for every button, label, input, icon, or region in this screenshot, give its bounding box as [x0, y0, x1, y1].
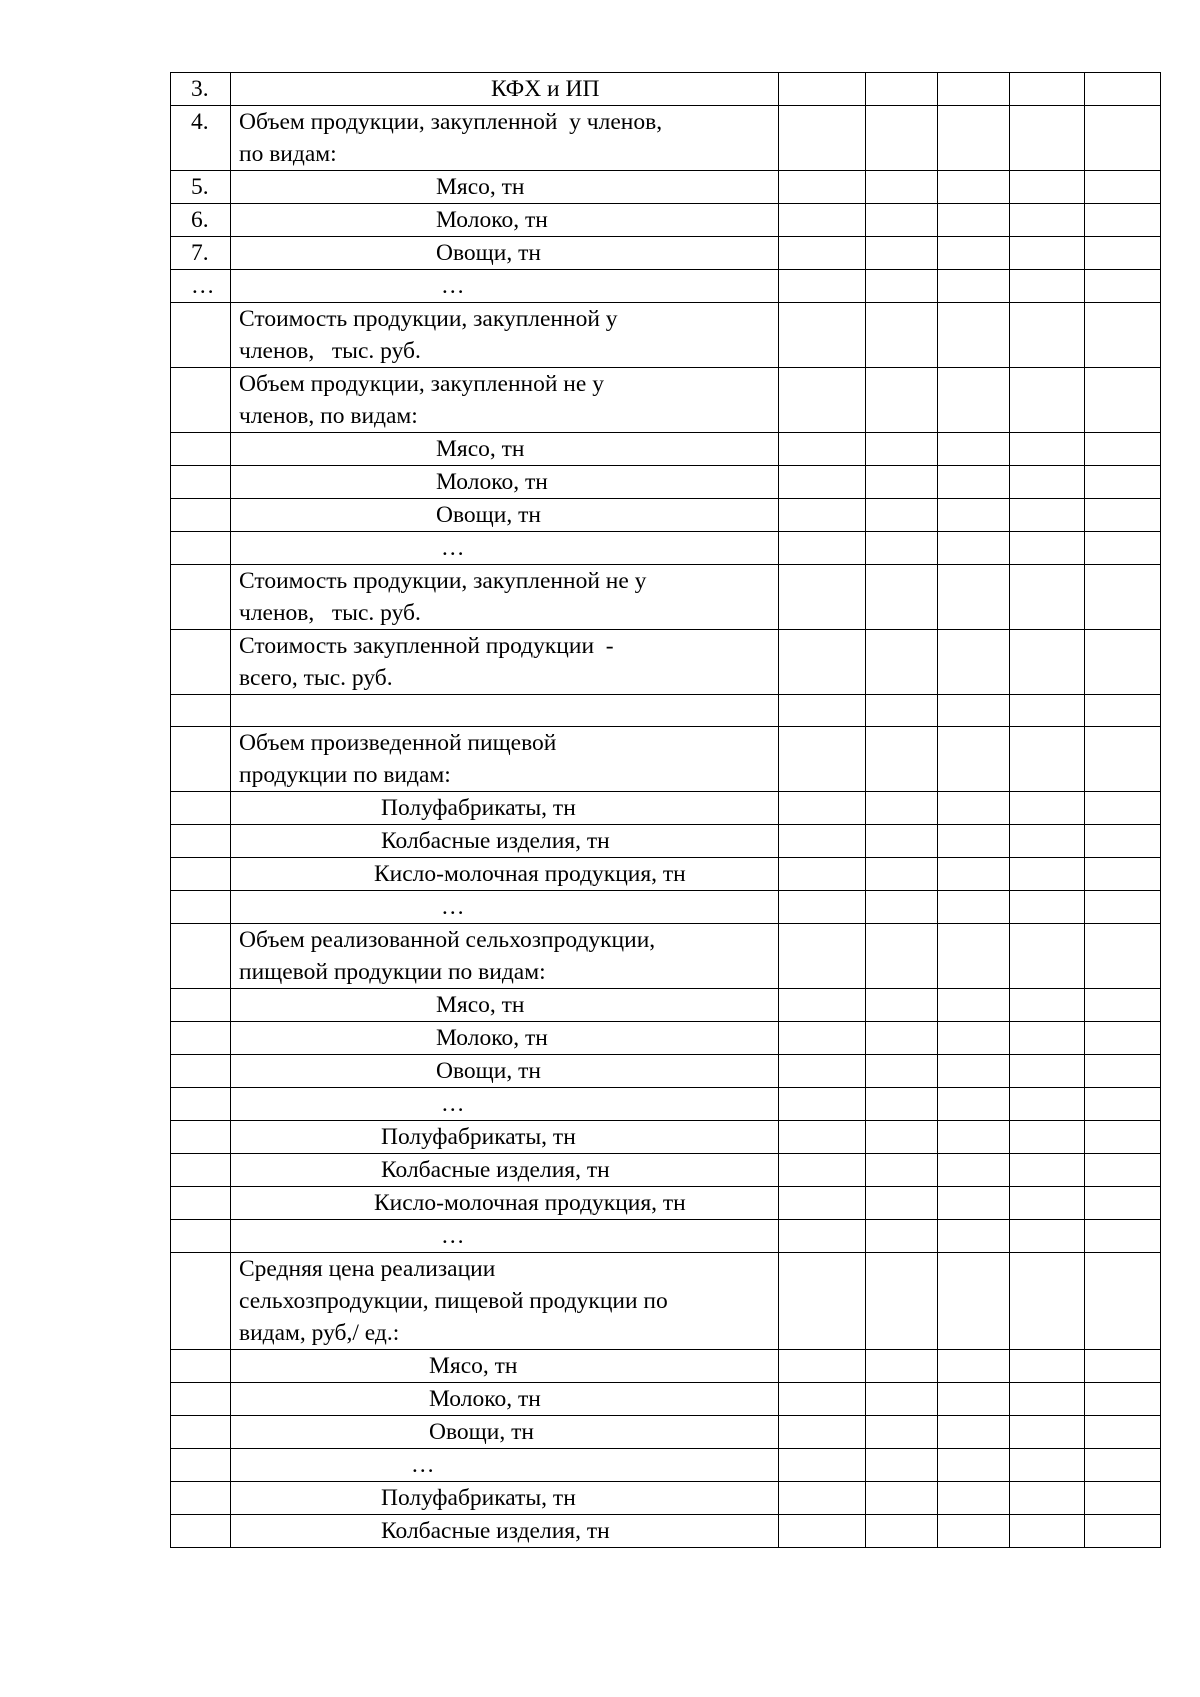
value-cell[interactable]: [1085, 565, 1161, 630]
value-cell[interactable]: [866, 1022, 938, 1055]
value-cell[interactable]: [1085, 204, 1161, 237]
value-cell[interactable]: [779, 565, 866, 630]
value-cell[interactable]: [1010, 1449, 1085, 1482]
value-cell[interactable]: [938, 1022, 1010, 1055]
value-cell[interactable]: [1085, 1187, 1161, 1220]
value-cell[interactable]: [1010, 891, 1085, 924]
row-number: [171, 303, 231, 368]
row-indicator: Полуфабрикаты, тн: [231, 792, 779, 825]
value-cell[interactable]: [779, 1088, 866, 1121]
row-number: [171, 924, 231, 989]
row-indicator: Колбасные изделия, тн: [231, 1515, 779, 1548]
value-cell[interactable]: [938, 825, 1010, 858]
row-number: [171, 1220, 231, 1253]
value-cell[interactable]: [938, 1416, 1010, 1449]
value-cell[interactable]: [938, 106, 1010, 171]
value-cell[interactable]: [779, 1350, 866, 1383]
value-cell[interactable]: [866, 1121, 938, 1154]
value-cell[interactable]: [1085, 73, 1161, 106]
value-cell[interactable]: [779, 792, 866, 825]
value-cell[interactable]: [938, 73, 1010, 106]
table-row: [171, 1416, 1161, 1449]
value-cell[interactable]: [1010, 368, 1085, 433]
value-cell[interactable]: [1085, 891, 1161, 924]
value-cell[interactable]: [1085, 825, 1161, 858]
value-cell[interactable]: [1010, 924, 1085, 989]
value-cell[interactable]: [938, 1154, 1010, 1187]
value-cell[interactable]: [866, 1253, 938, 1350]
row-indicator: Колбасные изделия, тн: [231, 825, 779, 858]
value-cell[interactable]: [938, 792, 1010, 825]
table-row: [171, 1449, 1161, 1482]
value-cell[interactable]: [938, 1515, 1010, 1548]
value-cell[interactable]: [866, 1187, 938, 1220]
table-row: [171, 303, 1161, 368]
value-cell[interactable]: [1010, 73, 1085, 106]
value-cell[interactable]: [866, 924, 938, 989]
value-cell[interactable]: [1085, 858, 1161, 891]
value-cell[interactable]: [1010, 1350, 1085, 1383]
table-row: [171, 499, 1161, 532]
row-indicator: …: [231, 270, 779, 303]
row-indicator: [231, 695, 779, 727]
row-number: 4.: [171, 106, 231, 171]
row-number: [171, 1022, 231, 1055]
value-cell[interactable]: [938, 1055, 1010, 1088]
value-cell[interactable]: [1085, 1088, 1161, 1121]
value-cell[interactable]: [938, 1383, 1010, 1416]
row-indicator: Полуфабрикаты, тн: [231, 1482, 779, 1515]
value-cell[interactable]: [1085, 1350, 1161, 1383]
value-cell[interactable]: [1010, 858, 1085, 891]
value-cell[interactable]: [938, 532, 1010, 565]
value-cell[interactable]: [1085, 433, 1161, 466]
table-row: [171, 433, 1161, 466]
row-indicator: Мясо, тн: [231, 433, 779, 466]
value-cell[interactable]: [938, 1449, 1010, 1482]
value-cell[interactable]: [1010, 989, 1085, 1022]
value-cell[interactable]: [866, 204, 938, 237]
indicator-table-sheet: [170, 72, 1160, 1548]
value-cell[interactable]: [779, 1055, 866, 1088]
row-number: 7.: [171, 237, 231, 270]
value-cell[interactable]: [1010, 171, 1085, 204]
value-cell[interactable]: [1085, 1055, 1161, 1088]
value-cell[interactable]: [938, 368, 1010, 433]
table-row: [171, 1022, 1161, 1055]
value-cell[interactable]: [1010, 499, 1085, 532]
value-cell[interactable]: [1010, 270, 1085, 303]
value-cell[interactable]: [779, 891, 866, 924]
value-cell[interactable]: [1085, 792, 1161, 825]
value-cell[interactable]: [779, 499, 866, 532]
value-cell[interactable]: [1085, 989, 1161, 1022]
value-cell[interactable]: [866, 106, 938, 171]
row-indicator: Молоко, тн: [231, 1022, 779, 1055]
value-cell[interactable]: [1085, 237, 1161, 270]
row-indicator: Молоко, тн: [231, 204, 779, 237]
row-indicator: Объем произведенной пищевой продукции по видам:: [231, 727, 779, 792]
value-cell[interactable]: [866, 989, 938, 1022]
value-cell[interactable]: [938, 924, 1010, 989]
row-number: [171, 1383, 231, 1416]
value-cell[interactable]: [1085, 630, 1161, 695]
value-cell[interactable]: [779, 1253, 866, 1350]
row-number: 3.: [171, 73, 231, 106]
value-cell[interactable]: [779, 73, 866, 106]
row-indicator: Стоимость продукции, закупленной у членов, тыс. руб.: [231, 303, 779, 368]
value-cell[interactable]: [938, 171, 1010, 204]
value-cell[interactable]: [1085, 171, 1161, 204]
value-cell[interactable]: [1085, 303, 1161, 368]
table-row: [171, 989, 1161, 1022]
value-cell[interactable]: [1085, 1416, 1161, 1449]
value-cell[interactable]: [866, 270, 938, 303]
value-cell[interactable]: [1085, 368, 1161, 433]
value-cell[interactable]: [866, 565, 938, 630]
value-cell[interactable]: [938, 891, 1010, 924]
value-cell[interactable]: [779, 1416, 866, 1449]
value-cell[interactable]: [779, 237, 866, 270]
value-cell[interactable]: [938, 303, 1010, 368]
value-cell[interactable]: [866, 1449, 938, 1482]
table-row: [171, 73, 1161, 106]
value-cell[interactable]: [779, 858, 866, 891]
value-cell[interactable]: [938, 1220, 1010, 1253]
row-number: [171, 989, 231, 1022]
value-cell[interactable]: [938, 270, 1010, 303]
table-row: [171, 858, 1161, 891]
value-cell[interactable]: [1085, 1482, 1161, 1515]
value-cell[interactable]: [938, 565, 1010, 630]
value-cell[interactable]: [938, 1253, 1010, 1350]
value-cell[interactable]: [1010, 695, 1085, 727]
table-row: [171, 1154, 1161, 1187]
row-indicator: Объем реализованной сельхозпродукции, пищевой продукции по видам:: [231, 924, 779, 989]
row-indicator: Молоко, тн: [231, 1383, 779, 1416]
row-number: 5.: [171, 171, 231, 204]
value-cell[interactable]: [938, 858, 1010, 891]
value-cell[interactable]: [1085, 1154, 1161, 1187]
row-indicator: Овощи, тн: [231, 499, 779, 532]
table-row: [171, 204, 1161, 237]
row-number: [171, 1121, 231, 1154]
value-cell[interactable]: [1010, 630, 1085, 695]
value-cell[interactable]: [779, 1383, 866, 1416]
row-indicator: Овощи, тн: [231, 237, 779, 270]
value-cell[interactable]: [779, 1187, 866, 1220]
value-cell[interactable]: [938, 630, 1010, 695]
row-indicator: Полуфабрикаты, тн: [231, 1121, 779, 1154]
row-indicator: …: [231, 1088, 779, 1121]
value-cell[interactable]: [779, 532, 866, 565]
value-cell[interactable]: [779, 825, 866, 858]
value-cell[interactable]: [1010, 792, 1085, 825]
value-cell[interactable]: [779, 204, 866, 237]
value-cell[interactable]: [779, 303, 866, 368]
value-cell[interactable]: [938, 433, 1010, 466]
value-cell[interactable]: [938, 989, 1010, 1022]
value-cell[interactable]: [779, 368, 866, 433]
value-cell[interactable]: [938, 1350, 1010, 1383]
value-cell[interactable]: [1010, 1121, 1085, 1154]
table-row: [171, 1515, 1161, 1548]
row-indicator: Кисло-молочная продукция, тн: [231, 858, 779, 891]
value-cell[interactable]: [938, 204, 1010, 237]
value-cell[interactable]: [1010, 237, 1085, 270]
value-cell[interactable]: [866, 73, 938, 106]
value-cell[interactable]: [866, 891, 938, 924]
value-cell[interactable]: [1085, 1449, 1161, 1482]
value-cell[interactable]: [866, 1088, 938, 1121]
row-number: [171, 1449, 231, 1482]
table-row: [171, 1253, 1161, 1350]
value-cell[interactable]: [1010, 1515, 1085, 1548]
row-number: [171, 1187, 231, 1220]
value-cell[interactable]: [938, 1088, 1010, 1121]
value-cell[interactable]: [1010, 1187, 1085, 1220]
value-cell[interactable]: [1010, 1482, 1085, 1515]
value-cell[interactable]: [866, 825, 938, 858]
value-cell[interactable]: [866, 1055, 938, 1088]
value-cell[interactable]: [1085, 727, 1161, 792]
value-cell[interactable]: [1010, 1220, 1085, 1253]
row-indicator: …: [231, 1449, 779, 1482]
value-cell[interactable]: [1010, 1154, 1085, 1187]
table-row: [171, 695, 1161, 727]
row-number: [171, 727, 231, 792]
value-cell[interactable]: [1010, 466, 1085, 499]
value-cell[interactable]: [1010, 825, 1085, 858]
row-number: [171, 466, 231, 499]
value-cell[interactable]: [866, 466, 938, 499]
value-cell[interactable]: [866, 1350, 938, 1383]
row-indicator: Колбасные изделия, тн: [231, 1154, 779, 1187]
table-row: [171, 1220, 1161, 1253]
value-cell[interactable]: [866, 1515, 938, 1548]
value-cell[interactable]: [866, 695, 938, 727]
row-indicator: Стоимость закупленной продукции - всего, тыс. руб.: [231, 630, 779, 695]
row-number: [171, 891, 231, 924]
table-row: [171, 368, 1161, 433]
value-cell[interactable]: [1085, 924, 1161, 989]
row-indicator: …: [231, 532, 779, 565]
value-cell[interactable]: [938, 1121, 1010, 1154]
row-number: [171, 825, 231, 858]
row-number: [171, 1088, 231, 1121]
value-cell[interactable]: [866, 1383, 938, 1416]
value-cell[interactable]: [938, 237, 1010, 270]
value-cell[interactable]: [1085, 1121, 1161, 1154]
indicator-table-body: [171, 73, 1161, 1548]
table-row: [171, 532, 1161, 565]
value-cell[interactable]: [866, 630, 938, 695]
table-row: [171, 1482, 1161, 1515]
value-cell[interactable]: [1085, 532, 1161, 565]
table-row: [171, 171, 1161, 204]
value-cell[interactable]: [1010, 1022, 1085, 1055]
value-cell[interactable]: [779, 270, 866, 303]
row-indicator: Молоко, тн: [231, 466, 779, 499]
value-cell[interactable]: [866, 237, 938, 270]
row-number: [171, 433, 231, 466]
value-cell[interactable]: [938, 727, 1010, 792]
value-cell[interactable]: [779, 1121, 866, 1154]
row-number: [171, 792, 231, 825]
value-cell[interactable]: [866, 1154, 938, 1187]
value-cell[interactable]: [779, 1515, 866, 1548]
value-cell[interactable]: [779, 106, 866, 171]
table-row: [171, 1088, 1161, 1121]
table-row: [171, 825, 1161, 858]
value-cell[interactable]: [1085, 466, 1161, 499]
value-cell[interactable]: [779, 630, 866, 695]
value-cell[interactable]: [779, 1022, 866, 1055]
row-indicator: Мясо, тн: [231, 1350, 779, 1383]
row-indicator: Объем продукции, закупленной у членов, по видам:: [231, 106, 779, 171]
value-cell[interactable]: [866, 303, 938, 368]
value-cell[interactable]: [1010, 532, 1085, 565]
row-indicator: Мясо, тн: [231, 171, 779, 204]
value-cell[interactable]: [779, 1482, 866, 1515]
value-cell[interactable]: [866, 171, 938, 204]
row-number: [171, 499, 231, 532]
value-cell[interactable]: [866, 858, 938, 891]
value-cell[interactable]: [938, 466, 1010, 499]
value-cell[interactable]: [1085, 1022, 1161, 1055]
indicator-table: [170, 72, 1161, 1548]
value-cell[interactable]: [779, 466, 866, 499]
table-row: [171, 1055, 1161, 1088]
value-cell[interactable]: [866, 727, 938, 792]
value-cell[interactable]: [1010, 106, 1085, 171]
row-number: [171, 1515, 231, 1548]
value-cell[interactable]: [779, 924, 866, 989]
value-cell[interactable]: [1010, 1055, 1085, 1088]
table-row: [171, 1187, 1161, 1220]
row-indicator: Овощи, тн: [231, 1416, 779, 1449]
table-row: [171, 891, 1161, 924]
row-indicator: Кисло-молочная продукция, тн: [231, 1187, 779, 1220]
value-cell[interactable]: [779, 1154, 866, 1187]
row-indicator: Средняя цена реализации сельхозпродукции, пищевой продукции по видам, руб,/ ед.:: [231, 1253, 779, 1350]
value-cell[interactable]: [1010, 204, 1085, 237]
value-cell[interactable]: [779, 1220, 866, 1253]
row-number: [171, 858, 231, 891]
value-cell[interactable]: [1085, 106, 1161, 171]
row-number: [171, 1416, 231, 1449]
value-cell[interactable]: [1010, 1253, 1085, 1350]
row-indicator: КФХ и ИП: [231, 73, 779, 106]
row-number: 6.: [171, 204, 231, 237]
row-number: …: [171, 270, 231, 303]
table-row: [171, 1383, 1161, 1416]
table-row: [171, 106, 1161, 171]
table-row: [171, 565, 1161, 630]
value-cell[interactable]: [1010, 1088, 1085, 1121]
value-cell[interactable]: [1085, 270, 1161, 303]
row-indicator: Стоимость продукции, закупленной не у членов, тыс. руб.: [231, 565, 779, 630]
table-row: [171, 1350, 1161, 1383]
table-row: [171, 237, 1161, 270]
row-number: [171, 1253, 231, 1350]
value-cell[interactable]: [1085, 695, 1161, 727]
value-cell[interactable]: [866, 1220, 938, 1253]
value-cell[interactable]: [1085, 1253, 1161, 1350]
row-number: [171, 1055, 231, 1088]
table-row: [171, 630, 1161, 695]
value-cell[interactable]: [866, 792, 938, 825]
row-indicator: Объем продукции, закупленной не у членов, по видам:: [231, 368, 779, 433]
row-number: [171, 368, 231, 433]
row-number: [171, 565, 231, 630]
value-cell[interactable]: [1010, 303, 1085, 368]
value-cell[interactable]: [1010, 1383, 1085, 1416]
value-cell[interactable]: [779, 727, 866, 792]
table-row: [171, 270, 1161, 303]
table-row: [171, 792, 1161, 825]
table-row: [171, 1121, 1161, 1154]
value-cell[interactable]: [1085, 1515, 1161, 1548]
value-cell[interactable]: [779, 171, 866, 204]
value-cell[interactable]: [938, 499, 1010, 532]
value-cell[interactable]: [1010, 1416, 1085, 1449]
value-cell[interactable]: [938, 1482, 1010, 1515]
value-cell[interactable]: [1010, 565, 1085, 630]
table-row: [171, 466, 1161, 499]
value-cell[interactable]: [1085, 499, 1161, 532]
row-number: [171, 1350, 231, 1383]
row-number: [171, 695, 231, 727]
value-cell[interactable]: [938, 1187, 1010, 1220]
value-cell[interactable]: [866, 1482, 938, 1515]
row-number: [171, 1482, 231, 1515]
row-number: [171, 630, 231, 695]
value-cell[interactable]: [779, 695, 866, 727]
value-cell[interactable]: [866, 499, 938, 532]
table-row: [171, 727, 1161, 792]
value-cell[interactable]: [1085, 1383, 1161, 1416]
value-cell[interactable]: [779, 433, 866, 466]
value-cell[interactable]: [866, 368, 938, 433]
value-cell[interactable]: [1010, 727, 1085, 792]
value-cell[interactable]: [938, 695, 1010, 727]
value-cell[interactable]: [779, 989, 866, 1022]
value-cell[interactable]: [1085, 1220, 1161, 1253]
row-number: [171, 532, 231, 565]
value-cell[interactable]: [779, 1449, 866, 1482]
row-number: [171, 1154, 231, 1187]
table-row: [171, 924, 1161, 989]
row-indicator: …: [231, 1220, 779, 1253]
row-indicator: …: [231, 891, 779, 924]
value-cell[interactable]: [866, 532, 938, 565]
value-cell[interactable]: [1010, 433, 1085, 466]
row-indicator: Мясо, тн: [231, 989, 779, 1022]
value-cell[interactable]: [866, 433, 938, 466]
value-cell[interactable]: [866, 1416, 938, 1449]
row-indicator: Овощи, тн: [231, 1055, 779, 1088]
